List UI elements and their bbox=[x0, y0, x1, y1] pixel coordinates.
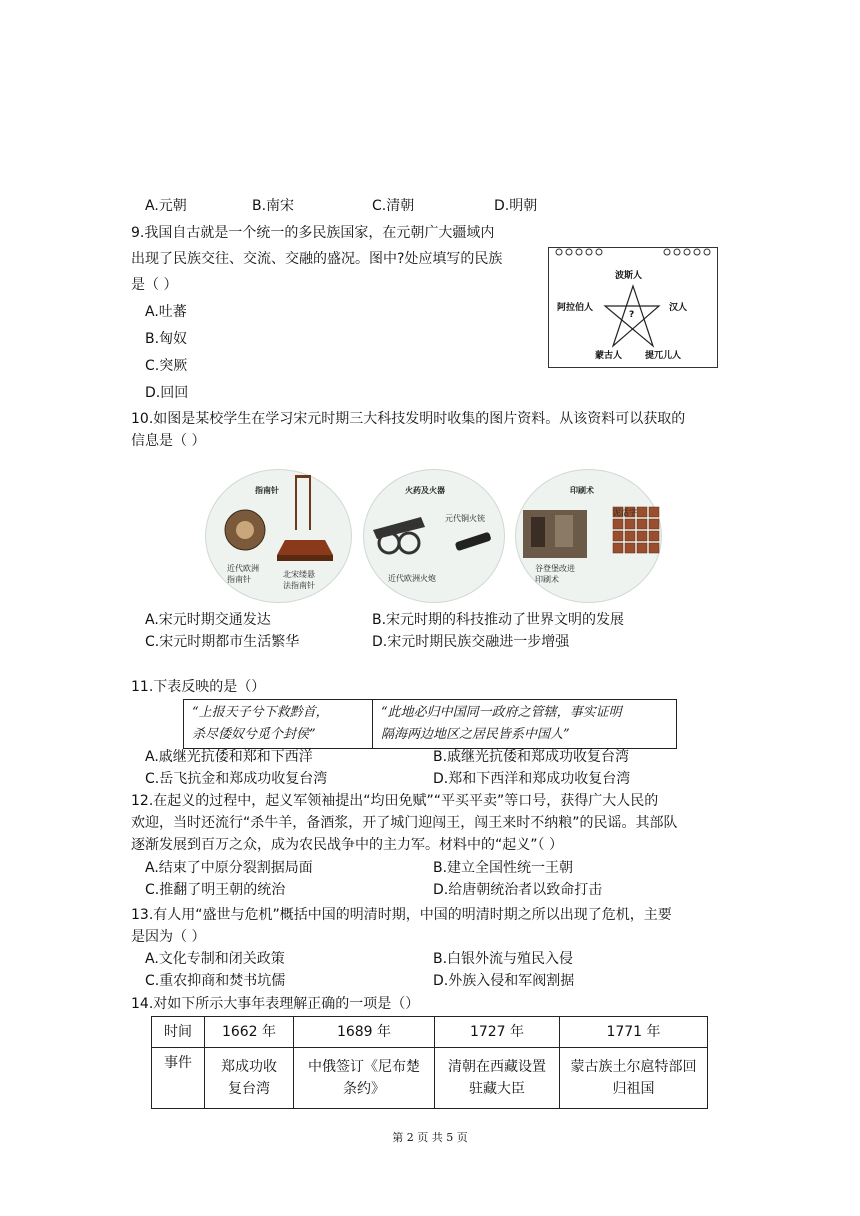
q14-timeline-table bbox=[151, 1016, 708, 1109]
q10-option-c[interactable]: C.宋元时期都市生活繁华 bbox=[145, 634, 300, 650]
q13-stem-line-1: 13.有人用“盛世与危机”概括中国的明清时期，中国的明清时期之所以出现了危机，主要 bbox=[131, 907, 672, 923]
q9-stem-line-3: 是（ ） bbox=[131, 277, 178, 293]
printing-caption-clay: 泥活字 bbox=[613, 508, 637, 517]
q9-option-b[interactable]: B.匈奴 bbox=[145, 331, 188, 347]
q9-option-d[interactable]: D.回回 bbox=[145, 385, 189, 401]
q10-stem-line-2: 信息是（ ） bbox=[131, 433, 206, 449]
q13-stem-line-2: 是因为（ ） bbox=[131, 929, 206, 945]
q14-header-event: 事件 bbox=[152, 1048, 205, 1109]
q11-quote-right-line-2: 隔海两边地区之居民皆系中国人” bbox=[381, 727, 570, 742]
q8-option-c[interactable]: C.清朝 bbox=[372, 198, 415, 214]
q11-option-d[interactable]: D.郑和下西洋和郑成功收复台湾 bbox=[433, 771, 631, 787]
q14-event-1662: 郑成功收 复台湾 bbox=[205, 1048, 294, 1109]
page-footer: 第 2 页 共 5 页 bbox=[392, 1131, 468, 1144]
q8-option-d[interactable]: D.明朝 bbox=[494, 198, 538, 214]
q13-option-b[interactable]: B.白银外流与殖民入侵 bbox=[433, 951, 574, 967]
q14-row-time bbox=[152, 1017, 708, 1048]
q11-quote-table bbox=[183, 699, 677, 749]
q14-event-1689: 中俄签订《尼布楚 条约》 bbox=[294, 1048, 435, 1109]
label-other-group: 提兀儿人 bbox=[645, 351, 682, 361]
label-han: 汉人 bbox=[669, 303, 688, 313]
q12-stem-line-2: 欢迎，当时还流行“杀牛羊，备酒浆，开了城门迎闯王，闯王来时不纳粮”的民谣。其部队 bbox=[131, 815, 678, 831]
compass-title: 指南针 bbox=[255, 486, 279, 495]
q9-stem-line-1: 9.我国自古就是一个统一的多民族国家，在元朝广大疆域内 bbox=[131, 225, 495, 241]
q11-option-c[interactable]: C.岳飞抗金和郑成功收复台湾 bbox=[145, 771, 328, 787]
inventions-figure bbox=[205, 455, 665, 605]
label-question-mark: ? bbox=[629, 310, 635, 320]
q10-option-d[interactable]: D.宋元时期民族交融进一步增强 bbox=[372, 634, 570, 650]
label-persians: 波斯人 bbox=[615, 271, 643, 281]
q13-option-d[interactable]: D.外族入侵和军阀割据 bbox=[433, 973, 575, 989]
q12-option-d[interactable]: D.给唐朝统治者以致命打击 bbox=[433, 882, 603, 898]
q9-stem-line-2: 出现了民族交往、交流、交融的盛况。图中?处应填写的民族 bbox=[131, 251, 503, 267]
label-arabs: 阿拉伯人 bbox=[557, 303, 594, 313]
q11-stem: 11.下表反映的是（） bbox=[131, 679, 266, 695]
q14-event-1727: 清朝在西藏设置 驻藏大臣 bbox=[435, 1048, 560, 1109]
q9-option-a[interactable]: A.吐蕃 bbox=[145, 304, 187, 320]
q11-option-b[interactable]: B.戚继光抗倭和郑成功收复台湾 bbox=[433, 749, 630, 765]
q8-option-b[interactable]: B.南宋 bbox=[252, 198, 295, 214]
ethnic-groups-diagram bbox=[548, 247, 718, 368]
q14-stem: 14.对如下所示大事年表理解正确的一项是（） bbox=[131, 996, 420, 1012]
q14-row-event bbox=[152, 1048, 708, 1109]
q14-year-1771: 1771 年 bbox=[560, 1017, 708, 1048]
q14-year-1689: 1689 年 bbox=[294, 1017, 435, 1048]
q8-option-a[interactable]: A.元朝 bbox=[145, 198, 187, 214]
q10-option-b[interactable]: B.宋元时期的科技推动了世界文明的发展 bbox=[372, 612, 625, 628]
q12-stem-line-1: 12.在起义的过程中，起义军领袖提出“均田免赋”“平买平卖”等口号，获得广大人民的 bbox=[131, 793, 659, 809]
q13-option-a[interactable]: A.文化专制和闭关政策 bbox=[145, 951, 285, 967]
q12-option-a[interactable]: A.结束了中原分裂割据局面 bbox=[145, 860, 313, 876]
label-mongols: 蒙古人 bbox=[595, 351, 623, 361]
notebook-rings bbox=[556, 249, 710, 255]
q12-option-c[interactable]: C.推翻了明王朝的统治 bbox=[145, 882, 286, 898]
q11-quote-right bbox=[373, 700, 677, 749]
q11-option-a[interactable]: A.戚继光抗倭和郑和下西洋 bbox=[145, 749, 313, 765]
q14-year-1727: 1727 年 bbox=[435, 1017, 560, 1048]
compass-caption-song: 北宋缕悬 法指南针 bbox=[283, 570, 315, 590]
q10-stem-line-1: 10.如图是某校学生在学习宋元时期三大科技发明时收集的图片资料。从该资料可以获取的 bbox=[131, 411, 686, 427]
q11-quote-left bbox=[184, 700, 373, 749]
q11-quote-left-line-2: 杀尽倭奴兮觅个封侯” bbox=[192, 727, 316, 742]
printing-title: 印刷术 bbox=[570, 486, 594, 495]
q12-stem-line-3: 逐渐发展到百万之众，成为农民战争中的主力军。材料中的“起义”（ ） bbox=[131, 837, 563, 853]
q9-option-c[interactable]: C.突厥 bbox=[145, 358, 188, 374]
q13-option-c[interactable]: C.重农抑商和焚书坑儒 bbox=[145, 973, 286, 989]
q12-option-b[interactable]: B.建立全国性统一王朝 bbox=[433, 860, 574, 876]
q11-quote-left-line-1: “上报天子兮下救黔首， bbox=[192, 705, 329, 720]
q14-year-1662: 1662 年 bbox=[205, 1017, 294, 1048]
gunpowder-caption-europe: 近代欧洲火炮 bbox=[388, 574, 436, 583]
compass-caption-europe: 近代欧洲 指南针 bbox=[227, 564, 259, 584]
gunpowder-illustration bbox=[363, 455, 513, 605]
gunpowder-title: 火药及火器 bbox=[405, 486, 445, 495]
printing-caption-gutenberg: 谷登堡改进 印刷术 bbox=[535, 564, 575, 584]
q10-option-a[interactable]: A.宋元时期交通发达 bbox=[145, 612, 271, 628]
q14-header-time: 时间 bbox=[152, 1017, 205, 1048]
q11-quote-right-line-1: “此地必归中国同一政府之管辖，事实证明 bbox=[381, 705, 622, 720]
gunpowder-caption-yuan: 元代铜火铳 bbox=[445, 514, 485, 523]
q14-event-1771: 蒙古族土尔扈特部回 归祖国 bbox=[560, 1048, 708, 1109]
